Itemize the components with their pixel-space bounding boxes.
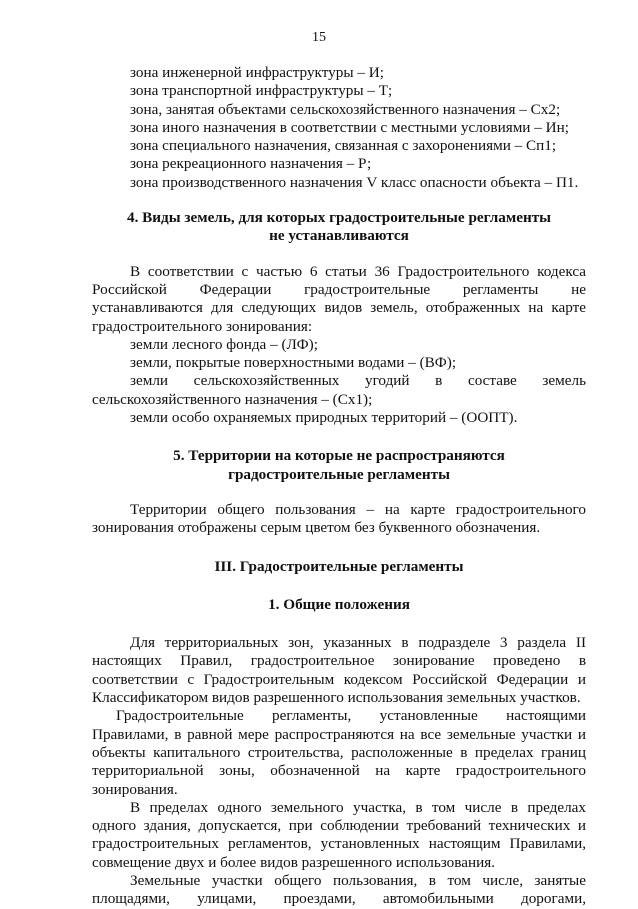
text-line: соответствии с Градостроительным кодексом Российской Федерации и: [92, 670, 586, 688]
text-line: территориальной зоны, обозначенной на карте градостроительного: [92, 762, 586, 780]
text-line: Земельные участки общего пользования, в том числе, занятые: [130, 871, 586, 889]
text-line: настоящих Правил, градостроительное зонирование проведено в: [92, 652, 586, 670]
text-line: Правилами, в равной мере распространяются на все земельные участки и: [92, 725, 586, 743]
land-type-item: земли лесного фонда – (ЛФ);: [130, 335, 318, 353]
page-content: [92, 64, 586, 909]
general-provisions-paragraph-2: [92, 707, 586, 798]
text-line: Российской Федерации градостроительные регламенты не: [92, 280, 586, 298]
text-line: градостроительного зонирования:: [92, 317, 313, 335]
section-heading-line: 5. Территории на которые не распространяются: [173, 447, 505, 465]
chapter-heading: III. Градостроительные регламенты: [214, 557, 464, 575]
general-provisions-paragraph-3: [92, 799, 586, 872]
section-5-heading: [92, 447, 586, 484]
general-provisions-paragraph-1: [92, 634, 586, 707]
zone-item: зона производственного назначения V класс опасности объекта – П1.: [130, 173, 579, 191]
land-type-item: земли особо охраняемых природных территорий – (ООПТ).: [130, 409, 518, 427]
general-provisions-paragraph-4: [92, 872, 586, 909]
text-line: одного здания, допускается, при соблюдении требований технических и: [92, 817, 586, 835]
text-line: зонирования.: [92, 780, 178, 798]
text-line: зонирования отображены серым цветом без буквенного обозначения.: [92, 519, 541, 537]
zone-item: зона рекреационного назначения – Р;: [130, 155, 372, 173]
text-line: градостроительных регламентов, установленных настоящим Правилами,: [92, 835, 586, 853]
text-line: В пределах одного земельного участка, в том числе в пределах: [130, 798, 586, 816]
section-heading-line: не устанавливаются: [269, 227, 409, 245]
text-line: устанавливаются для следующих видов земель, отображенных на карте: [92, 299, 586, 317]
text-line: Градостроительные регламенты, установленные настоящими: [116, 707, 586, 725]
section-heading-line: градостроительные регламенты: [228, 465, 450, 483]
zones-list: [92, 64, 586, 192]
section-heading-line: 4. Виды земель, для которых градостроительные регламенты: [126, 209, 552, 227]
zone-item: зона, занятая объектами сельскохозяйственного назначения – Сх2;: [130, 100, 561, 118]
text-line: Для территориальных зон, указанных в подразделе 3 раздела II: [130, 634, 586, 652]
zone-item: зона иного назначения в соответствии с местными условиями – Ин;: [130, 118, 569, 136]
subsection-heading: 1. Общие положения: [268, 595, 410, 613]
text-line: объекты капитального строительства, расположенные в пределах границ: [92, 743, 586, 761]
zone-item: зона специального назначения, связанная с захоронениями – Сп1;: [130, 137, 557, 155]
section-4-paragraph: [92, 263, 586, 428]
section-5-paragraph: [92, 501, 586, 538]
text-line: Классификатором видов разрешенного использования земельных участков.: [92, 689, 581, 707]
text-line: площадями, улицами, проездами, автомобильными дорогами,: [92, 890, 586, 908]
section-4-heading: [92, 209, 586, 246]
land-type-item: земли сельскохозяйственных угодий в составе земель: [130, 372, 586, 390]
text-line: Территории общего пользования – на карте градостроительного: [130, 500, 586, 518]
text-line: совмещение двух и более видов разрешенного использования.: [92, 853, 496, 871]
land-type-item-continuation: сельскохозяйственного назначения – (Сх1);: [92, 390, 373, 408]
zone-item: зона транспортной инфраструктуры – Т;: [130, 82, 393, 100]
text-line: В соответствии с частью 6 статьи 36 Градостроительного кодекса: [130, 262, 586, 280]
land-type-item: земли, покрытые поверхностными водами – (ВФ);: [130, 354, 457, 372]
zone-item: зона инженерной инфраструктуры – И;: [130, 64, 384, 81]
page-number: 15: [312, 30, 326, 45]
